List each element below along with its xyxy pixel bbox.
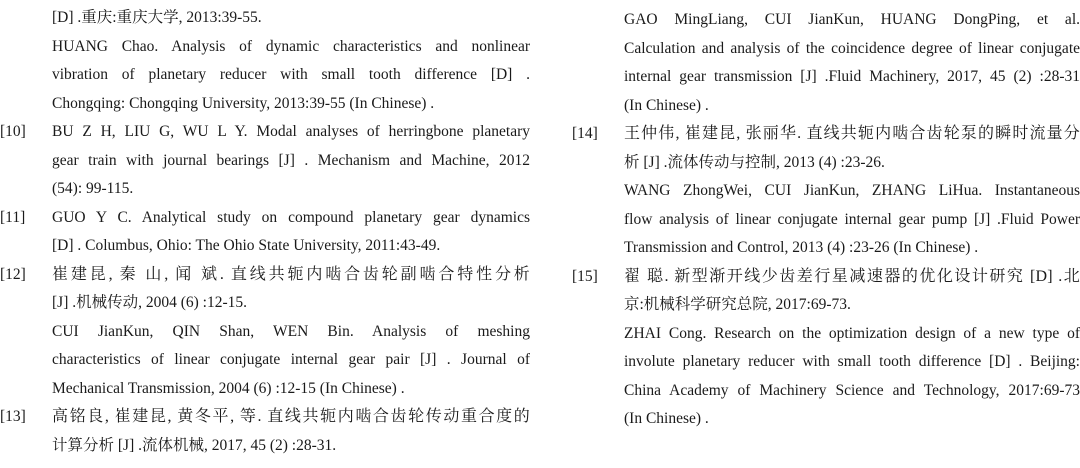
reference-number: [13]	[0, 408, 26, 425]
reference-line: BU Z H, LIU G, WU L Y. Modal analyses of herringbone planetary	[52, 123, 530, 140]
reference-15	[572, 263, 1080, 434]
reference-line: (In Chinese) .	[624, 410, 709, 427]
reference-line: Mechanical Transmission, 2004 (6) :12-15 (In Chinese) .	[52, 379, 405, 397]
reference-line: 析 [J] .流体传动与控制, 2013 (4) :23-26.	[624, 153, 885, 171]
reference-9-continuation	[0, 4, 530, 118]
reference-line: [D] .重庆:重庆大学, 2013:39-55.	[52, 9, 262, 26]
left-column	[0, 0, 530, 460]
reference-line: [D] . Columbus, Ohio: The Ohio State University, 2011:43-49.	[52, 237, 441, 254]
reference-line: WANG ZhongWei, CUI JianKun, ZHANG LiHua. Instantaneous	[624, 182, 1080, 199]
reference-12	[0, 261, 530, 404]
reference-line: (54): 99-115.	[52, 180, 134, 197]
reference-number: [12]	[0, 265, 26, 283]
reference-11	[0, 204, 530, 261]
reference-line: [J] .机械传动, 2004 (6) :12-15.	[52, 294, 248, 311]
reference-number: [14]	[572, 125, 598, 142]
reference-line: Calculation and analysis of the coincidence degree of linear conjugate	[624, 39, 1080, 57]
reference-line: characteristics of linear conjugate internal gear pair [J] . Journal of	[52, 351, 530, 368]
reference-line: 王仲伟, 崔建昆, 张丽华. 直线共轭内啮合齿轮泵的瞬时流量分	[624, 125, 1080, 142]
reference-number: [11]	[0, 208, 26, 226]
reference-line: GUO Y C. Analytical study on compound planetary gear dynamics	[52, 208, 530, 226]
reference-line: 高铭良, 崔建昆, 黄冬平, 等. 直线共轭内啮合齿轮传动重合度的	[52, 408, 530, 425]
reference-line: Transmission and Control, 2013 (4) :23-26 (In Chinese) .	[624, 239, 979, 256]
reference-line: 计算分析 [J] .流体机械, 2017, 45 (2) :28-31.	[52, 436, 337, 454]
reference-line: (In Chinese) .	[624, 96, 709, 114]
right-column	[572, 0, 1080, 434]
reference-14	[572, 120, 1080, 263]
reference-line: internal gear transmission [J] .Fluid Machinery, 2017, 45 (2) :28-31	[624, 68, 1080, 85]
reference-10	[0, 118, 530, 204]
reference-line: HUANG Chao. Analysis of dynamic characteristics and nonlinear	[52, 37, 530, 55]
reference-line: 翟 聪. 新型渐开线少齿差行星减速器的优化设计研究 [D] .北	[624, 267, 1080, 285]
reference-line: vibration of planetary reducer with small tooth difference [D] .	[52, 66, 530, 83]
reference-number: [10]	[0, 123, 26, 140]
reference-line: gear train with journal bearings [J] . Mechanism and Machine, 2012	[52, 151, 530, 169]
reference-line: involute planetary reducer with small tooth difference [D] . Beijing:	[624, 353, 1080, 370]
reference-number: [15]	[572, 267, 598, 285]
reference-line: China Academy of Machinery Science and Technology, 2017:69-73	[624, 381, 1080, 399]
reference-line: 京:机械科学研究总院, 2017:69-73.	[624, 296, 851, 313]
reference-13-continuation	[572, 6, 1080, 120]
reference-line: flow analysis of linear conjugate internal gear pump [J] .Fluid Power	[624, 210, 1080, 228]
reference-line: CUI JianKun, QIN Shan, WEN Bin. Analysis of meshing	[52, 322, 530, 340]
reference-line: GAO MingLiang, CUI JianKun, HUANG DongPing, et al.	[624, 11, 1080, 28]
reference-13	[0, 403, 530, 460]
reference-line: ZHAI Cong. Research on the optimization design of a new type of	[624, 324, 1080, 342]
reference-line: Chongqing: Chongqing University, 2013:39-55 (In Chinese) .	[52, 94, 435, 112]
reference-line: 崔建昆, 秦 山, 闻 斌. 直线共轭内啮合齿轮副啮合特性分析	[52, 265, 530, 283]
